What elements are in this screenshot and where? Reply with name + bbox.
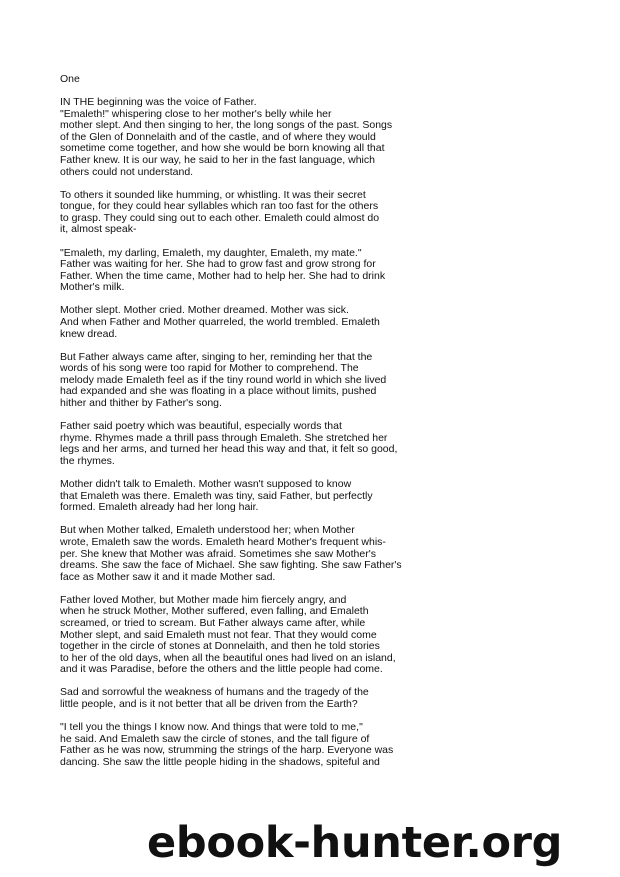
paragraph bbox=[60, 352, 410, 410]
text-line: Mother didn't talk to Emaleth. Mother wasn't supposed to know bbox=[60, 478, 352, 491]
text-line: to her of the old days, when all the beautiful ones had lived on an island, bbox=[60, 651, 396, 664]
text-line: Father was waiting for her. She had to grow fast and grow strong for bbox=[60, 258, 376, 271]
text-line: But Father always came after, singing to her, reminding her that the bbox=[60, 350, 373, 363]
text-line: and it was Paradise, before the others and the little people had come. bbox=[60, 663, 383, 676]
text-line: dancing. She saw the little people hiding in the shadows, spiteful and bbox=[60, 755, 380, 768]
text-line: knew dread. bbox=[60, 327, 118, 340]
text-line: "Emaleth, my darling, Emaleth, my daughter, Emaleth, my mate." bbox=[60, 246, 362, 259]
text-line: that Emaleth was there. Emaleth was tiny, said Father, but perfectly bbox=[60, 489, 373, 502]
text-line: words of his song were too rapid for Mother to comprehend. The bbox=[60, 362, 359, 375]
paragraph bbox=[60, 190, 410, 236]
text-line: Mother's milk. bbox=[60, 281, 125, 294]
text-line: rhyme. Rhymes made a thrill pass through Emaleth. She stretched her bbox=[60, 431, 388, 444]
text-line: mother slept. And then singing to her, the long songs of the past. Songs bbox=[60, 119, 393, 132]
paragraph bbox=[60, 97, 410, 178]
text-line: per. She knew that Mother was afraid. Sometimes she saw Mother's bbox=[60, 547, 376, 560]
watermark: ebook-hunter.org bbox=[147, 818, 563, 868]
text-line: Mother slept. Mother cried. Mother dreamed. Mother was sick. bbox=[60, 304, 349, 317]
text-line: wrote, Emaleth saw the words. Emaleth heard Mother's frequent whis- bbox=[60, 535, 386, 548]
text-line: melody made Emaleth feel as if the tiny round world in which she lived bbox=[60, 373, 387, 386]
paragraph bbox=[60, 722, 410, 768]
text-line: of the Glen of Donnelaith and of the castle, and of where they would bbox=[60, 130, 376, 143]
paragraph bbox=[60, 305, 410, 340]
text-line: legs and her arms, and turned her head this way and that, it felt so good, bbox=[60, 443, 398, 456]
paragraph bbox=[60, 421, 410, 467]
text-line: Sad and sorrowful the weakness of humans and the tragedy of the bbox=[60, 686, 369, 699]
text-line: others could not understand. bbox=[60, 165, 194, 178]
paragraph bbox=[60, 595, 410, 676]
chapter-text bbox=[60, 97, 410, 780]
paragraph bbox=[60, 687, 410, 710]
text-line: Father said poetry which was beautiful, especially words that bbox=[60, 420, 342, 433]
chapter-title: One bbox=[60, 73, 80, 85]
text-line: it, almost speak- bbox=[60, 223, 137, 236]
text-line: dreams. She saw the face of Michael. She saw fighting. She saw Father's bbox=[60, 559, 402, 572]
text-line: face as Mother saw it and it made Mother sad. bbox=[60, 570, 276, 583]
text-line: together in the circle of stones at Donnelaith, and then he told stories bbox=[60, 640, 380, 653]
text-line: the rhymes. bbox=[60, 454, 115, 467]
text-line: Father as he was now, strumming the strings of the harp. Everyone was bbox=[60, 744, 394, 757]
text-line: formed. Emaleth already had her long hair. bbox=[60, 501, 259, 514]
text-line: to grasp. They could sing out to each other. Emaleth could almost do bbox=[60, 211, 380, 224]
text-line: he said. And Emaleth saw the circle of stones, and the tall figure of bbox=[60, 732, 370, 745]
text-line: "I tell you the things I know now. And things that were told to me," bbox=[60, 721, 363, 734]
paragraph bbox=[60, 525, 410, 583]
text-line: sometime come together, and how she would be born knowing all that bbox=[60, 142, 385, 155]
paragraph bbox=[60, 248, 410, 294]
text-line: Father. When the time came, Mother had to help her. She had to drink bbox=[60, 269, 386, 282]
text-line: And when Father and Mother quarreled, the world trembled. Emaleth bbox=[60, 316, 380, 328]
text-line: But when Mother talked, Emaleth understood her; when Mother bbox=[60, 524, 355, 537]
text-line: when he struck Mother, Mother suffered, even falling, and Emaleth bbox=[60, 605, 369, 618]
text-line: hither and thither by Father's song. bbox=[60, 397, 222, 410]
text-line: Mother slept, and said Emaleth must not fear. That they would come bbox=[60, 628, 377, 641]
text-line: Father loved Mother, but Mother made him fiercely angry, and bbox=[60, 593, 347, 606]
text-line: tongue, for they could hear syllables which ran too fast for the others bbox=[60, 200, 379, 213]
paragraph bbox=[60, 479, 410, 514]
text-line: Father knew. It is our way, he said to her in the fast language, which bbox=[60, 153, 375, 166]
text-line: IN THE beginning was the voice of Father. bbox=[60, 96, 257, 108]
text-line: "Emaleth!" whispering close to her mother's belly while her bbox=[60, 107, 332, 120]
text-line: had expanded and she was floating in a place without limits, pushed bbox=[60, 385, 377, 398]
text-line: To others it sounded like humming, or whistling. It was their secret bbox=[60, 188, 366, 201]
text-line: little people, and is it not better that all be driven from the Earth? bbox=[60, 698, 358, 711]
text-line: screamed, or tried to scream. But Father always came after, while bbox=[60, 616, 366, 629]
